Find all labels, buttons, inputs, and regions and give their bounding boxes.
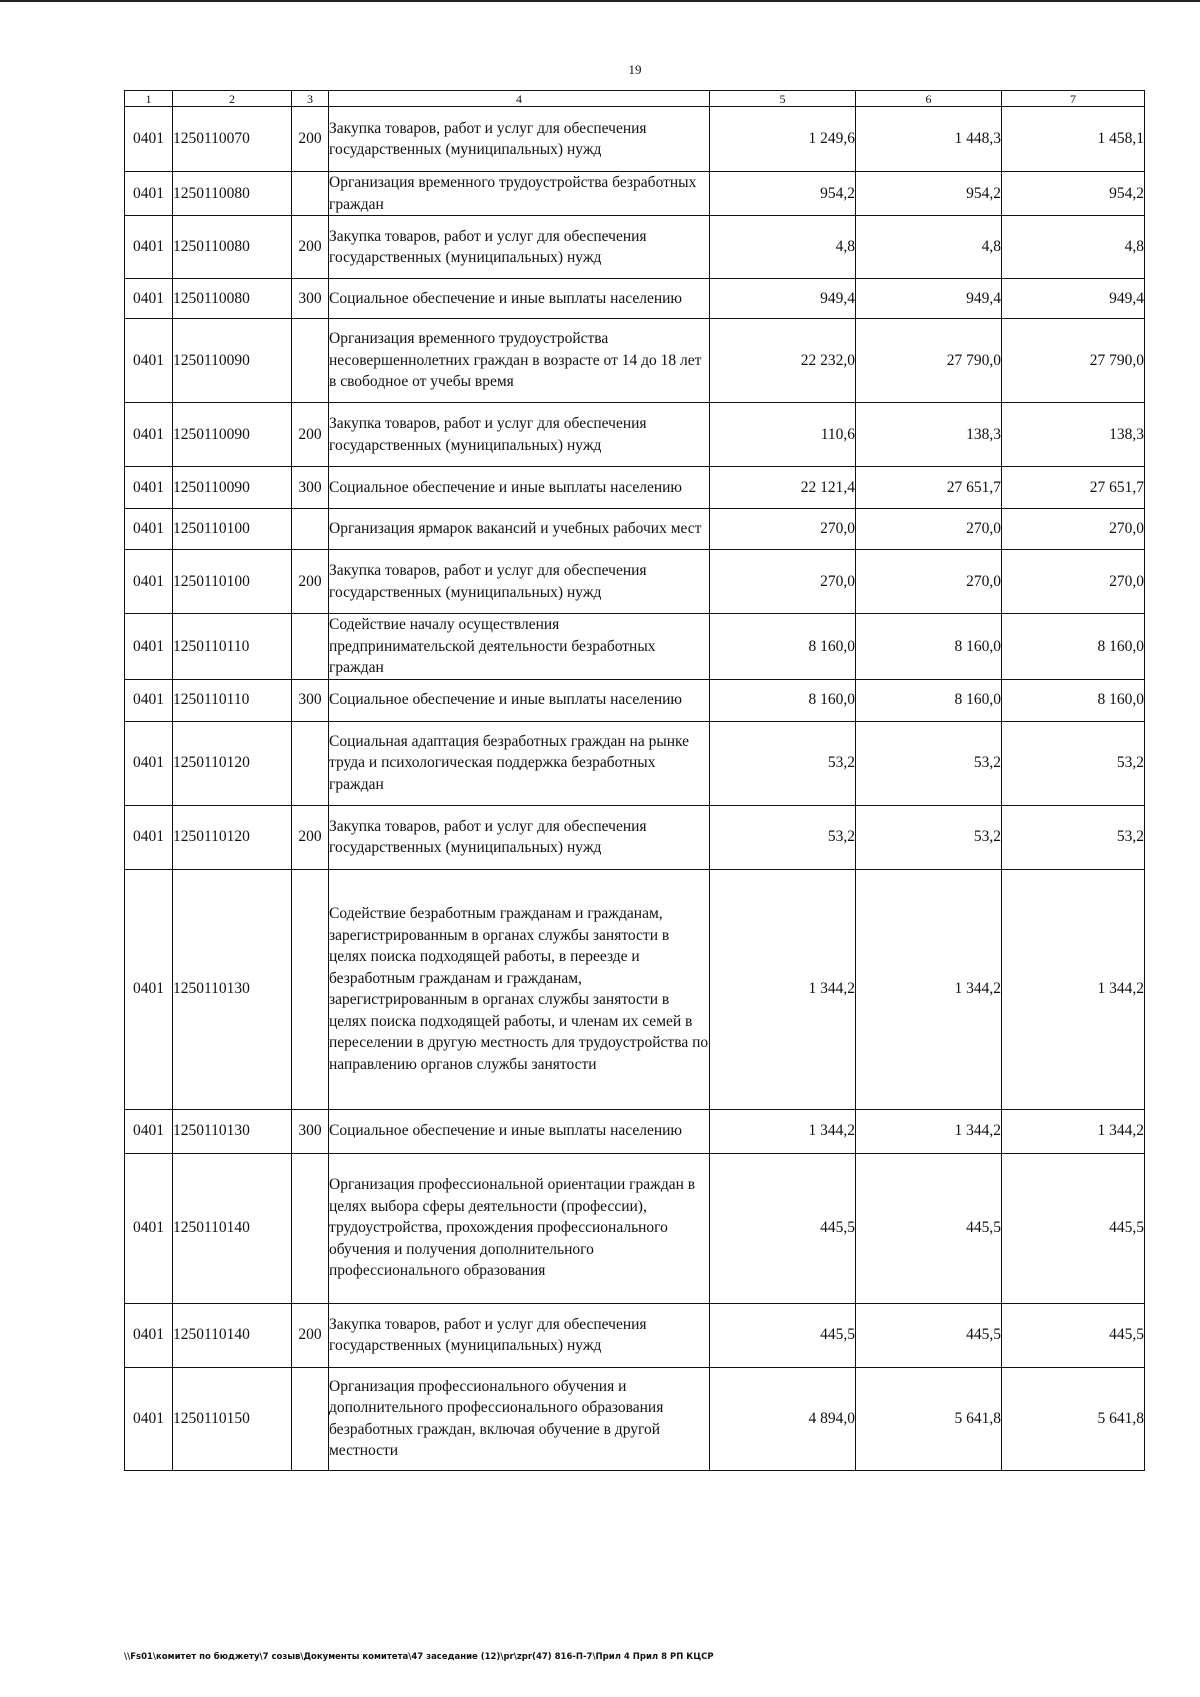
amount-col5-cell: 110,6 [710, 403, 856, 467]
target-code-cell: 1250110100 [173, 550, 292, 614]
amount-col5-cell: 270,0 [710, 509, 856, 550]
item-name-cell: Закупка товаров, работ и услуг для обеспечения государственных (муниципальных) нужд [329, 550, 710, 614]
table-row [125, 1153, 1145, 1303]
expense-type-cell [292, 721, 329, 805]
target-code-cell: 1250110080 [173, 279, 292, 319]
amount-col7-cell: 1 344,2 [1002, 869, 1145, 1109]
section-cell: 0401 [125, 403, 173, 467]
expense-type-cell [292, 509, 329, 550]
amount-col6-cell: 1 344,2 [856, 869, 1002, 1109]
expense-type-cell: 200 [292, 805, 329, 869]
item-name-cell: Закупка товаров, работ и услуг для обеспечения государственных (муниципальных) нужд [329, 1303, 710, 1367]
item-name-cell: Организация временного трудоустройства несовершеннолетних граждан в возрасте от 14 до 18 лет в свободное от учебы время [329, 319, 710, 403]
amount-col6-cell: 53,2 [856, 721, 1002, 805]
amount-col7-cell: 5 641,8 [1002, 1367, 1145, 1470]
expense-type-cell: 200 [292, 1303, 329, 1367]
amount-col7-cell: 445,5 [1002, 1303, 1145, 1367]
header-col-3: 3 [292, 91, 329, 107]
amount-col5-cell: 445,5 [710, 1153, 856, 1303]
amount-col6-cell: 270,0 [856, 550, 1002, 614]
table-row [125, 1303, 1145, 1367]
amount-col5-cell: 1 344,2 [710, 1109, 856, 1153]
expense-type-cell [292, 869, 329, 1109]
section-cell: 0401 [125, 1303, 173, 1367]
page-number: 19 [628, 62, 642, 77]
amount-col6-cell: 8 160,0 [856, 679, 1002, 721]
amount-col6-cell: 4,8 [856, 216, 1002, 279]
target-code-cell: 1250110130 [173, 1109, 292, 1153]
section-cell: 0401 [125, 216, 173, 279]
amount-col5-cell: 4 894,0 [710, 1367, 856, 1470]
amount-col5-cell: 8 160,0 [710, 614, 856, 680]
target-code-cell: 1250110100 [173, 509, 292, 550]
target-code-cell: 1250110090 [173, 319, 292, 403]
amount-col7-cell: 53,2 [1002, 721, 1145, 805]
table-row [125, 1109, 1145, 1153]
expense-type-cell: 200 [292, 550, 329, 614]
expense-type-cell: 200 [292, 216, 329, 279]
expense-type-cell: 300 [292, 279, 329, 319]
item-name-cell: Социальное обеспечение и иные выплаты населению [329, 679, 710, 721]
header-col-1: 1 [125, 91, 173, 107]
amount-col7-cell: 270,0 [1002, 550, 1145, 614]
amount-col6-cell: 138,3 [856, 403, 1002, 467]
amount-col6-cell: 949,4 [856, 279, 1002, 319]
amount-col7-cell: 8 160,0 [1002, 679, 1145, 721]
table-row [125, 509, 1145, 550]
amount-col5-cell: 22 232,0 [710, 319, 856, 403]
table-row [125, 721, 1145, 805]
item-name-cell: Закупка товаров, работ и услуг для обеспечения государственных (муниципальных) нужд [329, 403, 710, 467]
section-cell: 0401 [125, 550, 173, 614]
section-cell: 0401 [125, 172, 173, 216]
table-row [125, 550, 1145, 614]
target-code-cell: 1250110070 [173, 107, 292, 172]
section-cell: 0401 [125, 467, 173, 509]
amount-col7-cell: 270,0 [1002, 509, 1145, 550]
expense-type-cell: 300 [292, 1109, 329, 1153]
table-row [125, 216, 1145, 279]
amount-col6-cell: 53,2 [856, 805, 1002, 869]
section-cell: 0401 [125, 319, 173, 403]
header-col-5: 5 [710, 91, 856, 107]
item-name-cell: Содействие безработным гражданам и гражданам, зарегистрированным в органах службы занятости в целях поиска подходящей работы, в переезде и безработным гражданам и гражданам, зарегистрированным в органах службы занятости в целях поиска подходящей работы, и членам их семей в переселении в другую местность для трудоустройства по направлению органов службы занятости [329, 869, 710, 1109]
section-cell: 0401 [125, 679, 173, 721]
amount-col5-cell: 22 121,4 [710, 467, 856, 509]
expense-type-cell [292, 1367, 329, 1470]
amount-col6-cell: 8 160,0 [856, 614, 1002, 680]
target-code-cell: 1250110090 [173, 467, 292, 509]
amount-col7-cell: 1 344,2 [1002, 1109, 1145, 1153]
amount-col7-cell: 27 651,7 [1002, 467, 1145, 509]
amount-col5-cell: 270,0 [710, 550, 856, 614]
table-row [125, 279, 1145, 319]
amount-col6-cell: 445,5 [856, 1153, 1002, 1303]
table-row [125, 614, 1145, 680]
item-name-cell: Социальная адаптация безработных граждан на рынке труда и психологическая поддержка безработных граждан [329, 721, 710, 805]
header-col-6: 6 [856, 91, 1002, 107]
target-code-cell: 1250110140 [173, 1153, 292, 1303]
amount-col7-cell: 27 790,0 [1002, 319, 1145, 403]
table-row [125, 107, 1145, 172]
amount-col6-cell: 445,5 [856, 1303, 1002, 1367]
amount-col5-cell: 1 249,6 [710, 107, 856, 172]
amount-col7-cell: 8 160,0 [1002, 614, 1145, 680]
amount-col6-cell: 27 651,7 [856, 467, 1002, 509]
budget-table [124, 90, 1145, 1471]
section-cell: 0401 [125, 805, 173, 869]
table-row [125, 869, 1145, 1109]
table-row [125, 679, 1145, 721]
item-name-cell: Содействие началу осуществления предпринимательской деятельности безработных граждан [329, 614, 710, 680]
section-cell: 0401 [125, 721, 173, 805]
amount-col5-cell: 445,5 [710, 1303, 856, 1367]
section-cell: 0401 [125, 1109, 173, 1153]
expense-type-cell: 200 [292, 403, 329, 467]
expense-type-cell [292, 1153, 329, 1303]
item-name-cell: Социальное обеспечение и иные выплаты населению [329, 1109, 710, 1153]
scan-edge [0, 0, 1200, 2]
expense-type-cell [292, 614, 329, 680]
header-col-2: 2 [173, 91, 292, 107]
expense-type-cell: 200 [292, 107, 329, 172]
expense-type-cell: 300 [292, 679, 329, 721]
amount-col6-cell: 954,2 [856, 172, 1002, 216]
section-cell: 0401 [125, 107, 173, 172]
amount-col5-cell: 1 344,2 [710, 869, 856, 1109]
expense-type-cell: 300 [292, 467, 329, 509]
item-name-cell: Закупка товаров, работ и услуг для обеспечения государственных (муниципальных) нужд [329, 805, 710, 869]
amount-col7-cell: 445,5 [1002, 1153, 1145, 1303]
target-code-cell: 1250110120 [173, 721, 292, 805]
amount-col6-cell: 5 641,8 [856, 1367, 1002, 1470]
target-code-cell: 1250110110 [173, 614, 292, 680]
item-name-cell: Закупка товаров, работ и услуг для обеспечения государственных (муниципальных) нужд [329, 107, 710, 172]
item-name-cell: Закупка товаров, работ и услуг для обеспечения государственных (муниципальных) нужд [329, 216, 710, 279]
target-code-cell: 1250110120 [173, 805, 292, 869]
item-name-cell: Организация ярмарок вакансий и учебных рабочих мест [329, 509, 710, 550]
expense-type-cell [292, 319, 329, 403]
target-code-cell: 1250110110 [173, 679, 292, 721]
footer-file-path: \\Fs01\комитет по бюджету\7 созыв\Документы комитета\47 заседание (12)\pr\zpr(47) 816-П-7\Прил 4 Прил 8 РП КЦСР [124, 1652, 714, 1662]
table-row [125, 805, 1145, 869]
item-name-cell: Социальное обеспечение и иные выплаты населению [329, 467, 710, 509]
item-name-cell: Организация профессиональной ориентации граждан в целях выбора сферы деятельности (профессии), трудоустройства, прохождения профессионального обучения и получения дополнительного профессионального образования [329, 1153, 710, 1303]
section-cell: 0401 [125, 1367, 173, 1470]
section-cell: 0401 [125, 279, 173, 319]
amount-col5-cell: 4,8 [710, 216, 856, 279]
amount-col7-cell: 949,4 [1002, 279, 1145, 319]
amount-col5-cell: 8 160,0 [710, 679, 856, 721]
table-row [125, 1367, 1145, 1470]
item-name-cell: Организация профессионального обучения и дополнительного профессионального образования безработных граждан, включая обучение в другой местности [329, 1367, 710, 1470]
section-cell: 0401 [125, 509, 173, 550]
target-code-cell: 1250110140 [173, 1303, 292, 1367]
amount-col6-cell: 1 448,3 [856, 107, 1002, 172]
header-col-7: 7 [1002, 91, 1145, 107]
amount-col7-cell: 138,3 [1002, 403, 1145, 467]
target-code-cell: 1250110130 [173, 869, 292, 1109]
target-code-cell: 1250110080 [173, 172, 292, 216]
table-row [125, 467, 1145, 509]
section-cell: 0401 [125, 614, 173, 680]
target-code-cell: 1250110080 [173, 216, 292, 279]
target-code-cell: 1250110090 [173, 403, 292, 467]
section-cell: 0401 [125, 869, 173, 1109]
section-cell: 0401 [125, 1153, 173, 1303]
amount-col6-cell: 270,0 [856, 509, 1002, 550]
amount-col6-cell: 27 790,0 [856, 319, 1002, 403]
amount-col7-cell: 954,2 [1002, 172, 1145, 216]
table-row [125, 172, 1145, 216]
header-col-4: 4 [329, 91, 710, 107]
amount-col7-cell: 4,8 [1002, 216, 1145, 279]
expense-type-cell [292, 172, 329, 216]
target-code-cell: 1250110150 [173, 1367, 292, 1470]
column-number-header [125, 91, 1145, 107]
amount-col5-cell: 53,2 [710, 721, 856, 805]
amount-col6-cell: 1 344,2 [856, 1109, 1002, 1153]
amount-col5-cell: 954,2 [710, 172, 856, 216]
amount-col5-cell: 949,4 [710, 279, 856, 319]
item-name-cell: Организация временного трудоустройства безработных граждан [329, 172, 710, 216]
item-name-cell: Социальное обеспечение и иные выплаты населению [329, 279, 710, 319]
table-row [125, 319, 1145, 403]
amount-col5-cell: 53,2 [710, 805, 856, 869]
amount-col7-cell: 53,2 [1002, 805, 1145, 869]
amount-col7-cell: 1 458,1 [1002, 107, 1145, 172]
table-row [125, 403, 1145, 467]
